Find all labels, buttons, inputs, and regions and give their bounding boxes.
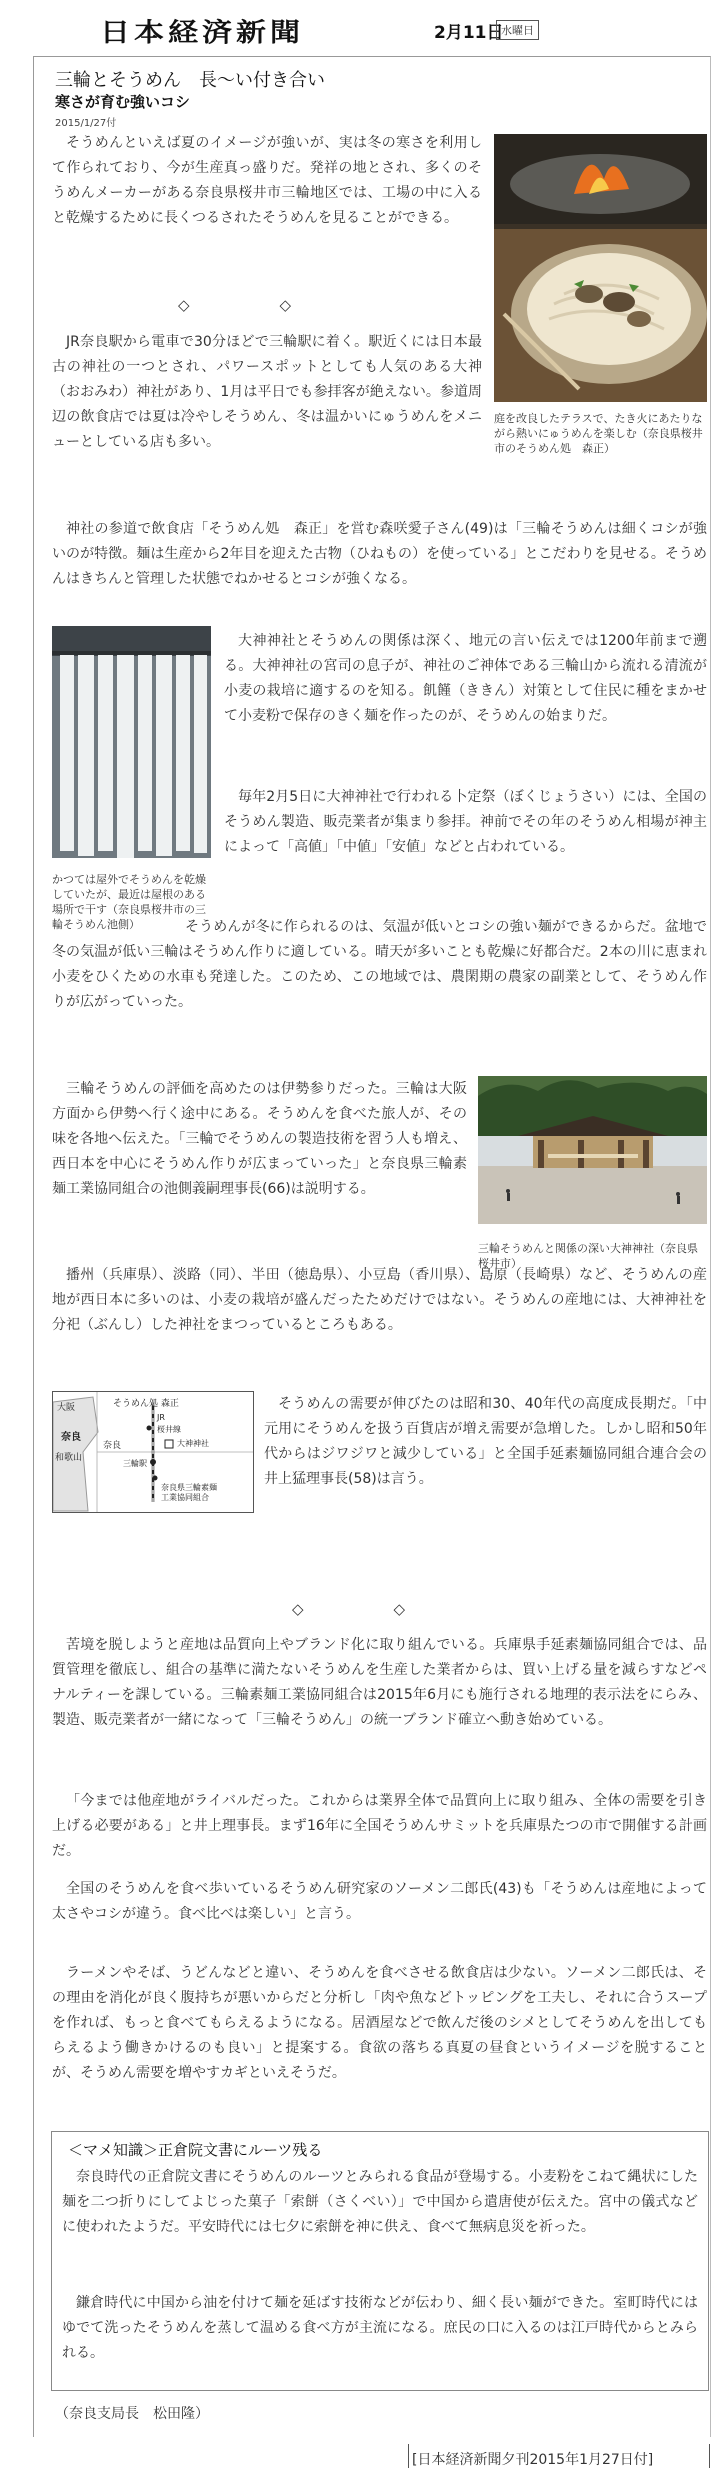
trivia-paragraph-1: 奈良時代の正倉院文書にそうめんのルーツとみられる食品が登場する。小麦粉をこねて縄状にした麺を二つ折りにしてよじった菓子「索餅（さくべい）」で中国から遣唐使が伝えた。宮中の儀式などに使われたようだ。平安時代には七夕に索餅を神に供え、食べて無病息災を祈った。 xyxy=(62,2169,698,2235)
byline: （奈良支局長 松田隆） xyxy=(55,2406,209,2422)
omiwa-shrine-photo xyxy=(478,1076,707,1224)
location-map xyxy=(52,1391,254,1513)
paragraph-12: 全国のそうめんを食べ歩いているそうめん研究家のソーメン二郎氏(43)も「そうめんは産地によって太さやコシが違う。食べ比べは楽しい」と言う。 xyxy=(52,1881,707,1922)
paragraph-2: JR奈良駅から電車で30分ほどで三輪駅に着く。駅近くには日本最古の神社の一つとされ、パワースポットとしても人気のある大神（おおみわ）神社があり、1月は平日でも参拝客が絶えない。参道周辺の飲食店では夏は冷やしそうめん、冬は温かいにゅうめんをメニューとしている店も多い。 xyxy=(52,334,482,450)
nyumen-photo xyxy=(494,134,707,402)
section-divider-1: ◇ ◇ xyxy=(178,296,292,314)
drying-somen-photo xyxy=(52,626,211,858)
photo-caption-shrine: 三輪そうめんと関係の深い大神神社（奈良県桜井市） xyxy=(478,1242,698,1270)
article-title: 三輪とそうめん 長～い付き合い xyxy=(55,70,325,91)
source-citation: [日本経済新聞夕刊2015年1月27日付] xyxy=(412,2452,654,2468)
article-subtitle: 寒さが育む強いコシ xyxy=(55,93,191,111)
paragraph-9: そうめんの需要が伸びたのは昭和30、40年代の高度成長期だ。「中元用にそうめんを扱う百貨店が増え需要が急増した。しかし昭和50年代からはジワジワと減少している」と全国手延素麺協同組合連合会の井上猛理事長(58)は言う。 xyxy=(264,1396,707,1487)
newspaper-logo: 日本経済新聞 xyxy=(100,18,304,48)
map-label-jr: JR xyxy=(157,1413,165,1422)
trivia-title: ＜マメ知識＞正倉院文書にルーツ残る xyxy=(68,2141,323,2159)
photo-caption-drying: かつては屋外でそうめんを乾燥していたが、最近は屋根のある場所で干す（奈良県桜井市の三輪そうめん池側） xyxy=(52,873,206,931)
masthead xyxy=(0,0,720,52)
map-label-nara: 奈良 xyxy=(61,1432,81,1443)
map-label-shop: そうめん処 森正 xyxy=(113,1399,179,1409)
map-label-shrine: 大神神社 xyxy=(177,1439,209,1448)
photo-caption-nyumen: 庭を改良したテラスで、たき火にあたりながら熱いにゅうめんを楽しむ（奈良県桜井市のそうめん処 森正） xyxy=(494,412,703,455)
trivia-paragraph-2: 鎌倉時代に中国から油を付けて麺を延ばす技術などが伝わり、細く長い麺ができた。室町時代にはゆでて洗ったそうめんを蒸して温める食べ方が主流になる。庶民の口に入るのは江戸時代からとみられる。 xyxy=(62,2295,698,2361)
map-label-miwa-station: 三輪駅 xyxy=(123,1459,147,1468)
map-label-nara-pref: 奈良 xyxy=(103,1441,122,1451)
map-label-kumiai-2: 工業協同組合 xyxy=(161,1493,209,1502)
publication-date: 2015/1/27付 xyxy=(55,118,117,129)
map-label-osaka: 大阪 xyxy=(57,1403,76,1413)
paragraph-7: 三輪そうめんの評価を高めたのは伊勢参りだった。三輪は大阪方面から伊勢へ行く途中にある。そうめんを食べた旅人が、その味を各地へ伝えた。「三輪でそうめんの製造技術を習う人も増え、西日本を中心にそうめん作りが広まっていった」と奈良県三輪素麺工業協同組合の池側義嗣理事長(66)は説明する。 xyxy=(52,1081,467,1197)
paragraph-13: ラーメンやそば、うどんなどと違い、そうめんを食べさせる飲食店は少ない。ソーメン二郎氏は、その理由を消化が良く腹持ちが悪いからだと分析し「肉や魚などトッピングを工夫し、それに合うスープを作れば、もっと食べてもらえるようになる。居酒屋などで飲んだ後のシメとしてそうめんを出してもらえるよう働きかけるのも良い」と提案する。食欲の落ちる真夏の昼食というイメージを脱することが、そうめん需要を増やすカギといえそうだ。 xyxy=(52,1965,707,2081)
issue-date: 2月11日 xyxy=(434,23,504,43)
paragraph-8: 播州（兵庫県）、淡路（同）、半田（徳島県）、小豆島（香川県）、島原（長崎県）など、そうめんの産地が西日本に多いのは、小麦の栽培が盛んだったためだけではない。そうめんの産地には、大神神社を分祀（ぶんし）した神社をまつっているところもある。 xyxy=(52,1267,707,1333)
section-divider-2: ◇ ◇ xyxy=(292,1600,406,1618)
issue-weekday: 水曜日 xyxy=(496,20,539,40)
map-label-sakurai-line: 桜井線 xyxy=(157,1425,181,1434)
paragraph-10: 苦境を脱しようと産地は品質向上やブランド化に取り組んでいる。兵庫県手延素麺協同組合では、品質管理を徹底し、組合の基準に満たないそうめんを生産した業者からは、買い上げる量を減らすなどペナルティーを課している。三輪素麺工業協同組合は2015年6月にも施行される地理的表示法をにらみ、製造、販売業者が一緒になって「三輪そうめん」の統一ブランド確立へ動き始めている。 xyxy=(52,1637,707,1728)
paragraph-6: そうめんが冬に作られるのは、気温が低いとコシの強い麺ができるからだ。盆地で冬の気温が低い三輪はそうめん作りに適している。晴天が多いことも乾燥に好都合だ。2本の川に恵まれ小麦をひくための水車も発達した。このため、この地域では、農閑期の農家の副業として、そうめん作りが広がっていった。 xyxy=(52,919,707,1010)
paragraph-5: 毎年2月5日に大神神社で行われる卜定祭（ぼくじょうさい）には、全国のそうめん製造、販売業者が集まり参拝。神前でその年のそうめん相場が神主によって「高値」「中値」「安値」などと占われている。 xyxy=(224,789,707,855)
map-label-wakayama: 和歌山 xyxy=(55,1453,83,1463)
paragraph-11: 「今までは他産地がライバルだった。これからは業界全体で品質向上に取り組み、全体の需要を引き上げる必要がある」と井上理事長。まず16年に全国そうめんサミットを兵庫県たつの市で開催する計画だ。 xyxy=(52,1793,707,1859)
paragraph-1: そうめんといえば夏のイメージが強いが、実は冬の寒さを利用して作られており、今が生産真っ盛りだ。発祥の地とされ、多くのそうめんメーカーがある奈良県桜井市三輪地区では、工場の中に入ると乾燥するために長くつるされたそうめんを見ることができる。 xyxy=(52,135,482,226)
map-label-kumiai-1: 奈良県三輪素麺 xyxy=(161,1483,217,1492)
paragraph-3: 神社の参道で飲食店「そうめん処 森正」を営む森咲愛子さん(49)は「三輪そうめんは細くコシが強いのが特徴。麺は生産から2年目を迎えた古物（ひねもの）を使っている」とこだわりを見せる。そうめんはきちんと管理した状態でねかせるとコシが強くなる。 xyxy=(52,521,707,587)
paragraph-4: 大神神社とそうめんの関係は深く、地元の言い伝えでは1200年前まで遡る。大神神社の宮司の息子が、神社のご神体である三輪山から流れる清流が小麦の栽培に適するのを知る。飢饉（ききん）対策として住民に種をまかせて小麦粉で保存のきく麺を作ったのが、そうめんの始まりだ。 xyxy=(224,633,707,724)
